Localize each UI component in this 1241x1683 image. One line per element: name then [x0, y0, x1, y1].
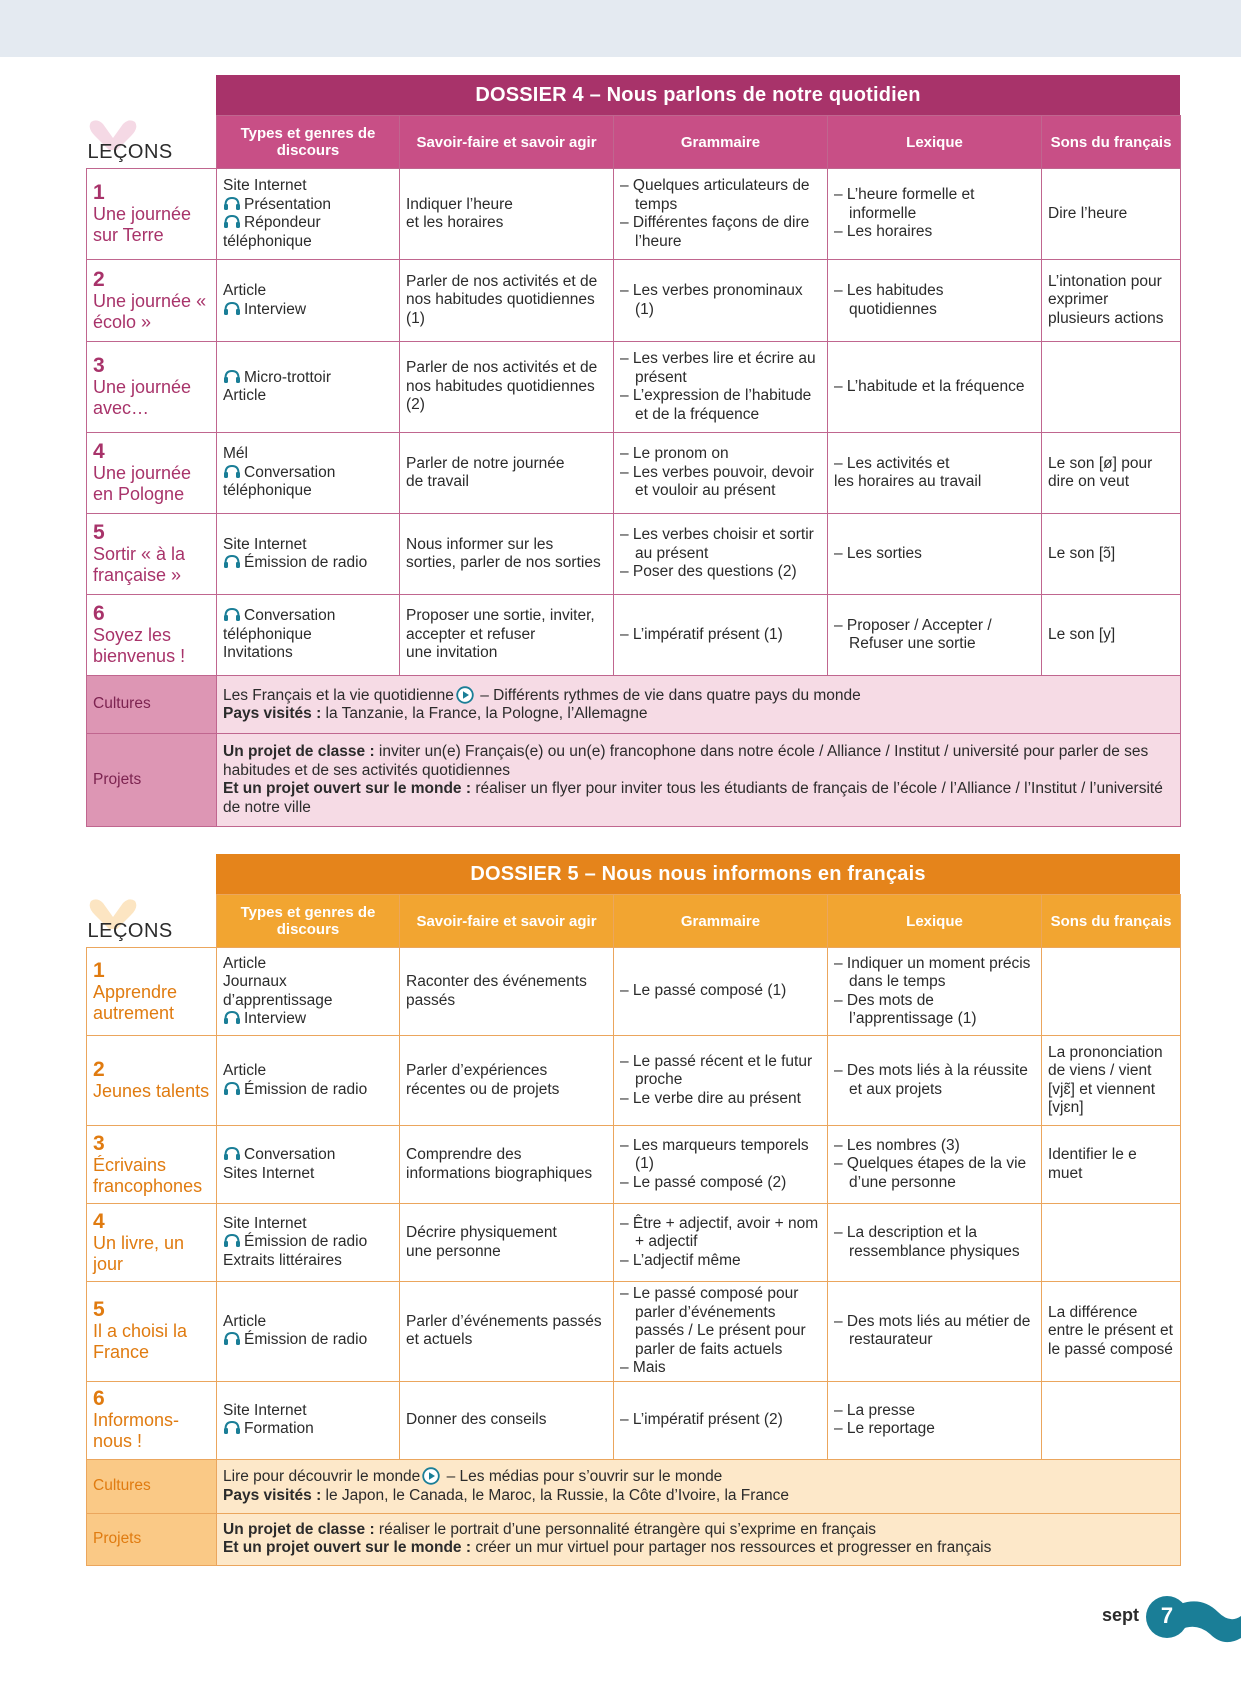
lexique-cell — [828, 342, 1042, 433]
lecons-corner — [87, 895, 217, 948]
lesson-number: 2 — [93, 1058, 105, 1081]
discourse-type — [223, 482, 393, 501]
discourse-type — [223, 536, 393, 555]
discourse-type-label: Journaux d’apprentissage — [223, 973, 333, 1009]
grammaire-item: – Le pronom on — [620, 445, 729, 463]
lexique-item: – La presse — [834, 1401, 915, 1419]
cultures-content — [217, 1459, 1181, 1513]
lexique-item: – Proposer / Accepter / Refuser une sortie — [834, 616, 992, 652]
col-header: Grammaire — [614, 895, 828, 948]
dossier-title: DOSSIER 4 – Nous parlons de notre quotidien — [216, 75, 1180, 115]
discourse-type — [223, 214, 393, 233]
video-play-icon[interactable] — [422, 1467, 440, 1485]
lexique-item: – Les activités et — [834, 454, 950, 472]
cultures-line1: Lire pour découvrir le monde – Les médias pour s’ouvrir sur le monde — [223, 1468, 723, 1485]
savoir-cell — [400, 260, 614, 342]
lesson-row — [87, 342, 1181, 433]
discourse-type — [223, 554, 393, 573]
types-cell — [217, 433, 400, 514]
lesson-cell — [87, 1204, 217, 1282]
headphones-icon[interactable] — [223, 214, 241, 228]
discourse-type-label: Conversation — [244, 607, 336, 625]
discourse-type-label: Article — [223, 387, 267, 404]
lesson-number: 4 — [93, 440, 105, 463]
discourse-type — [223, 1146, 393, 1165]
col-header: Sons du français — [1042, 895, 1181, 948]
sons-item: L’intonation pour exprimer plusieurs actions — [1048, 272, 1164, 327]
discourse-type-label: Interview — [244, 300, 307, 318]
discourse-type — [223, 177, 393, 196]
lesson-number: 6 — [93, 602, 105, 625]
discourse-type — [223, 387, 393, 406]
grammaire-cell — [614, 948, 828, 1036]
lexique-cell — [828, 514, 1042, 595]
grammaire-cell — [614, 169, 828, 260]
lexique-item: – L’heure formelle et informelle — [834, 186, 975, 222]
grammaire-cell — [614, 1036, 828, 1126]
discourse-type — [223, 1081, 393, 1100]
lesson-number: 1 — [93, 958, 105, 982]
headphones-icon[interactable] — [223, 1420, 241, 1434]
cultures-row — [87, 676, 1181, 734]
discourse-type-label: téléphonique — [223, 232, 312, 250]
headphones-icon[interactable] — [223, 1331, 241, 1345]
grammaire-item: – Le passé composé pour parler d’événements passés / Le présent pour parler de faits actuels — [620, 1285, 806, 1358]
sons-cell — [1042, 1282, 1181, 1382]
lesson-number: 5 — [93, 521, 105, 544]
grammaire-item: – Mais — [620, 1359, 666, 1376]
types-cell — [217, 514, 400, 595]
grammaire-item: – Le passé composé (2) — [620, 1173, 787, 1191]
lesson-row — [87, 1381, 1181, 1459]
savoir-item: Donner des conseils — [406, 1410, 547, 1428]
projets-content — [217, 734, 1181, 827]
col-header: Sons du français — [1042, 116, 1181, 169]
lesson-number: 1 — [93, 181, 105, 204]
sons-item: Le son [y] — [1048, 625, 1116, 643]
sons-cell — [1042, 595, 1181, 676]
discourse-type-label: Site Internet — [223, 535, 307, 553]
sons-item: La différence entre le présent et le passé composé — [1048, 1303, 1173, 1358]
discourse-type-label: Extraits littéraires — [223, 1251, 342, 1269]
discourse-type — [223, 1062, 393, 1081]
lesson-cell — [87, 948, 217, 1036]
lexique-item: – Les sorties — [834, 544, 922, 562]
savoir-item: et les horaires — [406, 214, 504, 231]
cultures-label: Cultures — [87, 676, 217, 734]
discourse-type-label: Formation — [244, 1420, 314, 1437]
savoir-item: Comprendre des informations biographiques — [406, 1146, 593, 1182]
savoir-cell — [400, 1036, 614, 1126]
col-header: Types et genres de discours — [217, 116, 400, 169]
sons-item: Dire l’heure — [1048, 204, 1128, 222]
lesson-row — [87, 1204, 1181, 1282]
headphones-icon[interactable] — [223, 464, 241, 478]
discourse-type-label: Article — [223, 282, 267, 299]
lesson-row — [87, 948, 1181, 1036]
sons-item: Identifier le e muet — [1048, 1146, 1137, 1182]
grammaire-item: – L’expression de l’habitude et de la fréquence — [620, 387, 812, 423]
discourse-type — [223, 1165, 393, 1184]
grammaire-item: – Les verbes pronominaux (1) — [620, 282, 803, 318]
discourse-type-label: Mél — [223, 445, 248, 463]
sons-cell — [1042, 1036, 1181, 1126]
lexique-cell — [828, 1036, 1042, 1126]
types-cell — [217, 169, 400, 260]
discourse-type-label: téléphonique — [223, 625, 312, 643]
discourse-type — [223, 1252, 393, 1271]
lexique-cell — [828, 433, 1042, 514]
headphones-icon[interactable] — [223, 1010, 241, 1024]
grammaire-item: – Les verbes pouvoir, devoir et vouloir au présent — [620, 463, 814, 500]
headphones-icon[interactable] — [223, 607, 241, 621]
types-cell — [217, 1282, 400, 1382]
lesson-title[interactable]: Une journée « écolo » — [93, 290, 207, 332]
lexique-item: – Indiquer un moment précis dans le temps — [834, 954, 1031, 990]
discourse-type-label: Émission de radio — [244, 554, 368, 571]
cultures-line1: Les Français et la vie quotidienne – Différents rythmes de vie dans quatre pays du monde — [223, 686, 861, 704]
savoir-cell — [400, 433, 614, 514]
lesson-cell — [87, 514, 217, 595]
discourse-type-label: Invitations — [223, 644, 293, 662]
grammaire-item: – Poser des questions (2) — [620, 563, 797, 581]
projets-label: Projets — [87, 1513, 217, 1565]
lesson-number: 3 — [93, 354, 105, 377]
lesson-title[interactable]: Jeunes talents — [93, 1081, 210, 1101]
types-cell — [217, 260, 400, 342]
lesson-number: 3 — [93, 1131, 105, 1155]
col-header: Lexique — [828, 895, 1042, 948]
grammaire-cell — [614, 1204, 828, 1282]
sons-item: La prononciation de viens / vient [vjɛ̃] et viennent [vjɛn] — [1048, 1043, 1163, 1116]
projets-row — [87, 1513, 1181, 1565]
projet-monde: Et un projet ouvert sur le monde : créer un mur virtuel pour partager nos ressources et progresser en français — [223, 1539, 992, 1556]
top-band — [0, 0, 1241, 57]
lexique-item: – Le reportage — [834, 1420, 935, 1437]
lesson-number: 6 — [93, 1387, 105, 1410]
lesson-number: 4 — [93, 1209, 105, 1233]
savoir-item: Parler d’événements passés et actuels — [406, 1312, 602, 1349]
savoir-item: Parler de nos activités et de nos habitudes quotidiennes (2) — [406, 359, 598, 414]
discourse-type — [223, 233, 393, 252]
savoir-cell — [400, 1381, 614, 1459]
dossier-table — [86, 115, 1181, 827]
headphones-icon[interactable] — [223, 301, 241, 315]
discourse-type-label: Article — [223, 954, 267, 972]
grammaire-item: – Le passé composé (1) — [620, 982, 787, 1000]
discourse-type-label: Conversation — [244, 463, 336, 481]
lesson-title[interactable]: Écrivains francophones — [93, 1154, 203, 1196]
lexique-item: les horaires au travail — [834, 473, 982, 490]
discourse-type — [223, 1215, 393, 1234]
lesson-number: 2 — [93, 267, 105, 291]
grammaire-cell — [614, 595, 828, 676]
sons-item: Le son [ø] pour dire on veut — [1048, 454, 1153, 490]
headphones-icon[interactable] — [223, 1233, 241, 1247]
grammaire-item: – Différentes façons de dire l’heure — [620, 214, 810, 250]
headphones-icon[interactable] — [223, 369, 241, 383]
discourse-type — [223, 464, 393, 483]
lesson-title[interactable]: Une journée sur Terre — [93, 204, 192, 245]
savoir-cell — [400, 948, 614, 1036]
types-cell — [217, 595, 400, 676]
lexique-item: – Les horaires — [834, 223, 933, 241]
lesson-row — [87, 260, 1181, 342]
lesson-cell — [87, 1282, 217, 1382]
sons-cell — [1042, 1204, 1181, 1282]
lesson-row — [87, 433, 1181, 514]
types-cell — [217, 1126, 400, 1204]
discourse-type-label: Site Internet — [223, 1401, 307, 1419]
grammaire-cell — [614, 433, 828, 514]
discourse-type-label: Émission de radio — [244, 1233, 368, 1251]
lecons-label: LEÇONS — [87, 140, 173, 163]
lesson-title[interactable]: Une journée en Pologne — [93, 463, 192, 504]
sons-cell — [1042, 514, 1181, 595]
projets-content — [217, 1513, 1181, 1565]
col-header: Savoir-faire et savoir agir — [400, 895, 614, 948]
savoir-cell — [400, 169, 614, 260]
lesson-cell — [87, 595, 217, 676]
lesson-cell — [87, 169, 217, 260]
savoir-item: Indiquer l’heure — [406, 195, 513, 213]
projets-row — [87, 734, 1181, 827]
savoir-item: de travail — [406, 473, 469, 490]
lecons-label: LEÇONS — [87, 919, 173, 942]
savoir-cell — [400, 1126, 614, 1204]
lesson-row — [87, 595, 1181, 676]
lexique-item: – La description et la ressemblance physiques — [834, 1224, 1020, 1260]
lexique-item: – Les habitudes quotidiennes — [834, 282, 944, 318]
discourse-type — [223, 626, 393, 645]
discourse-type-label: Site Internet — [223, 177, 307, 194]
dossier-4 — [86, 75, 1180, 827]
savoir-item: une invitation — [406, 644, 498, 662]
lesson-number: 5 — [93, 1298, 105, 1322]
savoir-item: Parler de nos activités et de nos habitudes quotidiennes (1) — [406, 272, 598, 327]
discourse-type — [223, 301, 393, 320]
discourse-type-label: Micro-trottoir — [244, 368, 331, 386]
lexique-item: – L’habitude et la fréquence — [834, 377, 1025, 395]
lesson-cell — [87, 1126, 217, 1204]
projet-classe: Un projet de classe : réaliser le portrait d’une personnalité étrangère qui s’exprime en français — [223, 1520, 877, 1538]
discourse-type-label: téléphonique — [223, 482, 312, 500]
lesson-cell — [87, 1381, 217, 1459]
grammaire-cell — [614, 260, 828, 342]
lesson-title[interactable]: Apprendre autrement — [93, 981, 178, 1023]
grammaire-item: – Les verbes lire et écrire au présent — [620, 350, 816, 386]
lesson-cell — [87, 342, 217, 433]
discourse-type — [223, 644, 393, 663]
lexique-cell — [828, 1126, 1042, 1204]
lesson-cell — [87, 260, 217, 342]
savoir-item: Décrire physiquement — [406, 1224, 557, 1241]
lexique-item: – Quelques étapes de la vie d’une personne — [834, 1155, 1027, 1191]
discourse-type-label: Conversation — [244, 1146, 336, 1163]
discourse-type — [223, 1233, 393, 1252]
discourse-type — [223, 1420, 393, 1439]
savoir-item: Raconter des événements passés — [406, 973, 587, 1009]
discourse-type — [223, 1313, 393, 1332]
page-number: 7 — [1160, 1603, 1174, 1628]
discourse-type-label: Site Internet — [223, 1214, 307, 1232]
lesson-title[interactable]: Une journée avec… — [93, 377, 192, 418]
savoir-item: Parler de notre journée — [406, 454, 565, 472]
headphones-icon[interactable] — [223, 196, 241, 210]
grammaire-item: – Quelques articulateurs de temps — [620, 177, 810, 213]
savoir-cell — [400, 514, 614, 595]
savoir-item: une personne — [406, 1242, 501, 1260]
grammaire-item: – Le verbe dire au présent — [620, 1089, 801, 1107]
dossier-5 — [86, 854, 1180, 1566]
grammaire-item: – Les marqueurs temporels (1) — [620, 1136, 809, 1173]
grammaire-cell — [614, 1282, 828, 1382]
discourse-type — [223, 282, 393, 301]
discourse-type — [223, 445, 393, 464]
lesson-row — [87, 1282, 1181, 1382]
grammaire-cell — [614, 1126, 828, 1204]
lexique-item: – Des mots liés au métier de restaurateur — [834, 1312, 1031, 1349]
types-cell — [217, 948, 400, 1036]
discourse-type-label: Émission de radio — [244, 1080, 368, 1098]
sons-cell — [1042, 1381, 1181, 1459]
projet-monde: Et un projet ouvert sur le monde : réaliser un flyer pour inviter tous les étudiants de français de l’école / l’Alliance / l’Institut / l’université de notre ville — [223, 780, 1163, 816]
dossier-table — [86, 894, 1181, 1566]
lesson-row — [87, 1036, 1181, 1126]
sons-cell — [1042, 433, 1181, 514]
savoir-cell — [400, 1204, 614, 1282]
cultures-label: Cultures — [87, 1459, 217, 1513]
projet-classe: Un projet de classe : inviter un(e) Français(e) ou un(e) francophone dans notre école / Alliance / Institut / université pour parler de ses habitudes et de ses activités quotidiennes — [223, 743, 1149, 779]
types-cell — [217, 1036, 400, 1126]
discourse-type-label: Présentation — [244, 195, 332, 213]
grammaire-item: – L’impératif présent (2) — [620, 1410, 783, 1428]
col-header: Lexique — [828, 116, 1042, 169]
discourse-type-label: Émission de radio — [244, 1331, 368, 1349]
lecons-corner — [87, 116, 217, 169]
types-cell — [217, 1204, 400, 1282]
discourse-type-label: Article — [223, 1062, 267, 1079]
types-cell — [217, 1381, 400, 1459]
lexique-cell — [828, 169, 1042, 260]
lexique-item: – Des mots de l’apprentissage (1) — [834, 991, 977, 1027]
page-word: sept — [1102, 1605, 1140, 1625]
savoir-cell — [400, 342, 614, 433]
discourse-type — [223, 973, 393, 1010]
lesson-row — [87, 169, 1181, 260]
savoir-item: Nous informer sur les sorties, parler de nos sorties — [406, 535, 601, 571]
discourse-type — [223, 1331, 393, 1350]
cultures-line2: Pays visités : la Tanzanie, la France, la Pologne, l’Allemagne — [223, 705, 648, 722]
lesson-title[interactable]: Sortir « à la française » — [93, 544, 186, 585]
discourse-type — [223, 955, 393, 974]
savoir-cell — [400, 595, 614, 676]
headphones-icon[interactable] — [223, 1146, 241, 1160]
lexique-cell — [828, 260, 1042, 342]
lexique-cell — [828, 1381, 1042, 1459]
discourse-type-label: Répondeur — [244, 214, 321, 231]
col-header: Types et genres de discours — [217, 895, 400, 948]
sons-cell — [1042, 260, 1181, 342]
lexique-cell — [828, 948, 1042, 1036]
lesson-title[interactable]: Un livre, un jour — [93, 1232, 185, 1274]
types-cell — [217, 342, 400, 433]
discourse-type — [223, 369, 393, 388]
discourse-type — [223, 1402, 393, 1421]
discourse-type — [223, 196, 393, 215]
sons-cell — [1042, 169, 1181, 260]
sons-cell — [1042, 342, 1181, 433]
grammaire-item: – Être + adjectif, avoir + nom + adjectif — [620, 1214, 819, 1251]
grammaire-item: – Le passé récent et le futur proche — [620, 1052, 813, 1089]
video-play-icon[interactable] — [456, 686, 474, 704]
lesson-row — [87, 514, 1181, 595]
col-header: Savoir-faire et savoir agir — [400, 116, 614, 169]
lexique-item: – Des mots liés à la réussite et aux projets — [834, 1062, 1028, 1098]
savoir-item: Proposer une sortie, inviter, accepter et refuser — [406, 607, 595, 643]
lesson-cell — [87, 433, 217, 514]
headphones-icon[interactable] — [223, 1081, 241, 1095]
grammaire-item: – L’impératif présent (1) — [620, 625, 783, 643]
col-header: Grammaire — [614, 116, 828, 169]
grammaire-item: – Les verbes choisir et sortir au présent — [620, 526, 814, 562]
lesson-title[interactable]: Soyez les bienvenus ! — [93, 625, 186, 666]
grammaire-item: – L’adjectif même — [620, 1251, 741, 1269]
discourse-type-label: Interview — [244, 1010, 307, 1027]
lesson-title[interactable]: Il a choisi la France — [93, 1321, 188, 1363]
lexique-cell — [828, 595, 1042, 676]
sons-cell — [1042, 948, 1181, 1036]
lexique-cell — [828, 1204, 1042, 1282]
savoir-item: Parler d’expériences récentes ou de projets — [406, 1062, 560, 1098]
cultures-line2: Pays visités : le Japon, le Canada, le Maroc, la Russie, la Côte d’Ivoire, la France — [223, 1486, 790, 1504]
sons-item: Le son [ɔ̃] — [1048, 544, 1116, 562]
lexique-item: – Les nombres (3) — [834, 1136, 960, 1154]
projets-label: Projets — [87, 734, 217, 827]
grammaire-cell — [614, 342, 828, 433]
lesson-title[interactable]: Informons-nous ! — [93, 1410, 180, 1451]
discourse-type — [223, 1010, 393, 1029]
discourse-type-label: Article — [223, 1312, 267, 1330]
savoir-cell — [400, 1282, 614, 1382]
grammaire-cell — [614, 514, 828, 595]
grammaire-cell — [614, 1381, 828, 1459]
dossier-title: DOSSIER 5 – Nous nous informons en français — [216, 854, 1180, 894]
cultures-row — [87, 1459, 1181, 1513]
lesson-cell — [87, 1036, 217, 1126]
lexique-cell — [828, 1282, 1042, 1382]
discourse-type-label: Sites Internet — [223, 1164, 315, 1182]
lesson-row — [87, 1126, 1181, 1204]
discourse-type — [223, 607, 393, 626]
headphones-icon[interactable] — [223, 554, 241, 568]
sons-cell — [1042, 1126, 1181, 1204]
cultures-content — [217, 676, 1181, 734]
